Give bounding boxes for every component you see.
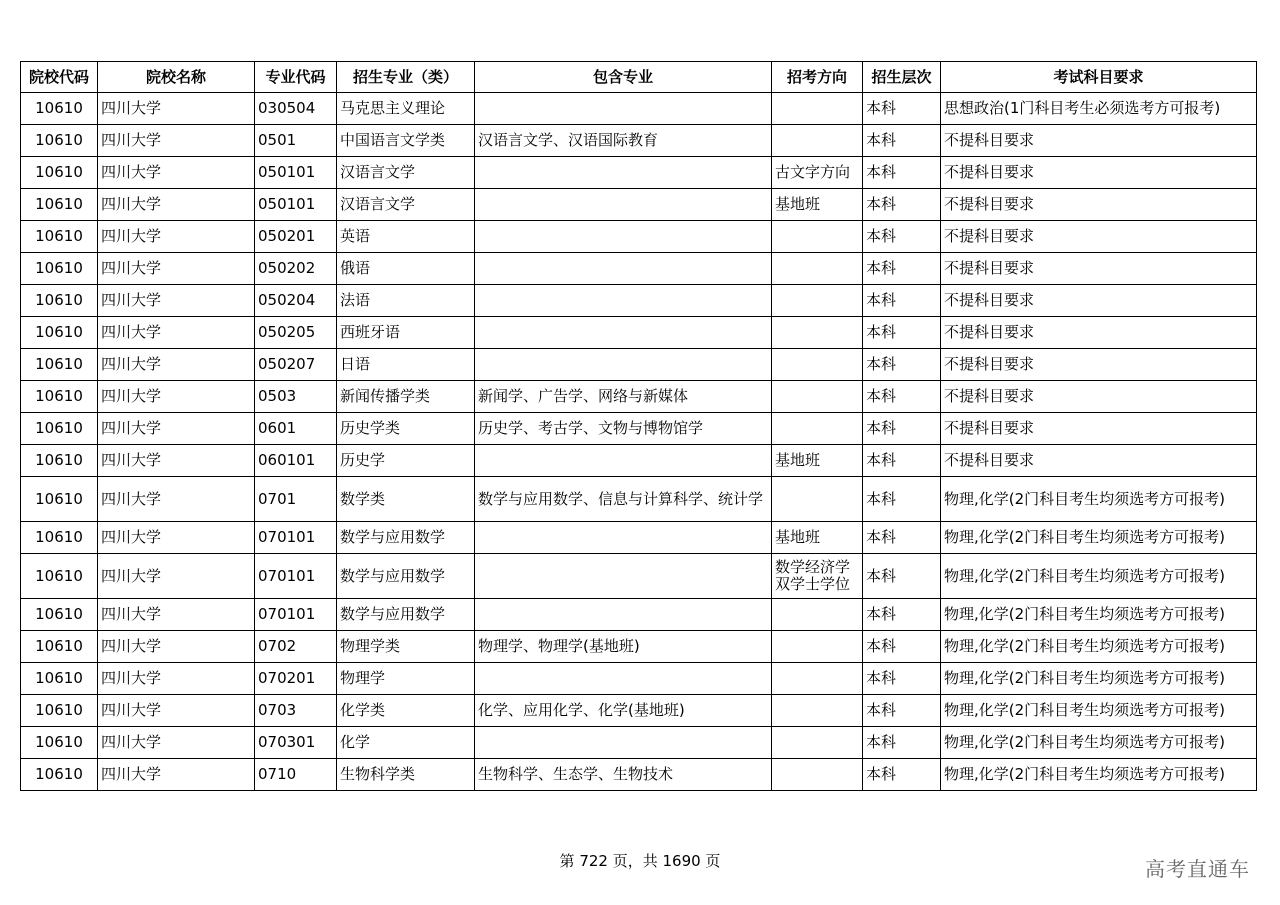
cell-school-name: 四川大学: [98, 477, 255, 522]
table-row: [21, 157, 1257, 189]
cell-direction: [772, 759, 863, 791]
table-row: [21, 663, 1257, 695]
cell-school-name: 四川大学: [98, 221, 255, 253]
cell-major-code: 050205: [255, 317, 337, 349]
cell-major-code: 050202: [255, 253, 337, 285]
cell-school-code: 10610: [21, 477, 98, 522]
cell-major: 化学: [337, 727, 475, 759]
cell-direction: [772, 381, 863, 413]
cell-school-name: 四川大学: [98, 445, 255, 477]
cell-major-code: 070301: [255, 727, 337, 759]
cell-major-code: 0710: [255, 759, 337, 791]
cell-major: 物理学: [337, 663, 475, 695]
cell-direction: [772, 599, 863, 631]
cell-direction: [772, 317, 863, 349]
cell-included-majors: [475, 663, 772, 695]
cell-included-majors: [475, 349, 772, 381]
table-row: [21, 554, 1257, 599]
cell-school-code: 10610: [21, 93, 98, 125]
cell-major: 新闻传播学类: [337, 381, 475, 413]
cell-major: 法语: [337, 285, 475, 317]
cell-major-code: 0503: [255, 381, 337, 413]
cell-school-code: 10610: [21, 253, 98, 285]
cell-subject-requirement: 不提科目要求: [941, 285, 1257, 317]
cell-included-majors: 汉语言文学、汉语国际教育: [475, 125, 772, 157]
cell-school-code: 10610: [21, 727, 98, 759]
cell-level: 本科: [863, 413, 941, 445]
cell-school-code: 10610: [21, 381, 98, 413]
cell-level: 本科: [863, 554, 941, 599]
table-row: [21, 727, 1257, 759]
cell-major: 数学与应用数学: [337, 554, 475, 599]
cell-major: 汉语言文学: [337, 157, 475, 189]
cell-school-name: 四川大学: [98, 522, 255, 554]
cell-school-name: 四川大学: [98, 663, 255, 695]
cell-school-name: 四川大学: [98, 285, 255, 317]
cell-major-code: 070101: [255, 554, 337, 599]
table-row: [21, 631, 1257, 663]
col-major-code: 专业代码: [255, 62, 337, 93]
cell-school-code: 10610: [21, 189, 98, 221]
table-row: [21, 413, 1257, 445]
table-row: [21, 253, 1257, 285]
cell-school-name: 四川大学: [98, 93, 255, 125]
cell-school-name: 四川大学: [98, 695, 255, 727]
cell-direction: [772, 93, 863, 125]
cell-level: 本科: [863, 285, 941, 317]
cell-subject-requirement: 物理,化学(2门科目考生均须选考方可报考): [941, 477, 1257, 522]
cell-major-code: 070101: [255, 599, 337, 631]
cell-major: 汉语言文学: [337, 189, 475, 221]
cell-level: 本科: [863, 93, 941, 125]
cell-direction: [772, 695, 863, 727]
cell-subject-requirement: 不提科目要求: [941, 221, 1257, 253]
cell-direction: 古文字方向: [772, 157, 863, 189]
cell-subject-requirement: 物理,化学(2门科目考生均须选考方可报考): [941, 663, 1257, 695]
cell-included-majors: 生物科学、生态学、生物技术: [475, 759, 772, 791]
cell-direction: [772, 221, 863, 253]
cell-major-code: 050201: [255, 221, 337, 253]
table-row: [21, 759, 1257, 791]
cell-major-code: 060101: [255, 445, 337, 477]
table-row: [21, 189, 1257, 221]
cell-subject-requirement: 不提科目要求: [941, 349, 1257, 381]
cell-school-code: 10610: [21, 317, 98, 349]
cell-school-code: 10610: [21, 759, 98, 791]
cell-major-code: 0501: [255, 125, 337, 157]
cell-included-majors: [475, 157, 772, 189]
cell-subject-requirement: 物理,化学(2门科目考生均须选考方可报考): [941, 599, 1257, 631]
cell-major: 西班牙语: [337, 317, 475, 349]
cell-major: 数学类: [337, 477, 475, 522]
cell-subject-requirement: 不提科目要求: [941, 381, 1257, 413]
cell-subject-requirement: 不提科目要求: [941, 413, 1257, 445]
cell-major: 马克思主义理论: [337, 93, 475, 125]
cell-school-code: 10610: [21, 285, 98, 317]
cell-included-majors: 化学、应用化学、化学(基地班): [475, 695, 772, 727]
cell-school-name: 四川大学: [98, 189, 255, 221]
cell-direction: [772, 631, 863, 663]
col-school-name: 院校名称: [98, 62, 255, 93]
table-row: [21, 93, 1257, 125]
cell-direction: [772, 285, 863, 317]
cell-included-majors: [475, 599, 772, 631]
cell-included-majors: [475, 221, 772, 253]
cell-major: 化学类: [337, 695, 475, 727]
cell-included-majors: 新闻学、广告学、网络与新媒体: [475, 381, 772, 413]
page-number: 第 722 页，共 1690 页: [559, 852, 721, 870]
cell-school-code: 10610: [21, 554, 98, 599]
table-row: [21, 349, 1257, 381]
cell-school-name: 四川大学: [98, 554, 255, 599]
cell-included-majors: [475, 317, 772, 349]
col-included-majors: 包含专业: [475, 62, 772, 93]
cell-level: 本科: [863, 695, 941, 727]
cell-level: 本科: [863, 759, 941, 791]
cell-included-majors: [475, 554, 772, 599]
cell-major: 中国语言文学类: [337, 125, 475, 157]
cell-level: 本科: [863, 349, 941, 381]
cell-direction: 基地班: [772, 522, 863, 554]
cell-included-majors: [475, 93, 772, 125]
cell-level: 本科: [863, 727, 941, 759]
cell-major: 历史学类: [337, 413, 475, 445]
cell-school-code: 10610: [21, 125, 98, 157]
cell-school-code: 10610: [21, 445, 98, 477]
cell-direction: 基地班: [772, 189, 863, 221]
cell-level: 本科: [863, 522, 941, 554]
table-row: [21, 285, 1257, 317]
cell-level: 本科: [863, 663, 941, 695]
cell-school-code: 10610: [21, 157, 98, 189]
cell-subject-requirement: 思想政治(1门科目考生必须选考方可报考): [941, 93, 1257, 125]
table-row: [21, 445, 1257, 477]
cell-direction: [772, 477, 863, 522]
cell-school-code: 10610: [21, 413, 98, 445]
cell-level: 本科: [863, 253, 941, 285]
cell-major: 数学与应用数学: [337, 599, 475, 631]
table-row: [21, 317, 1257, 349]
cell-level: 本科: [863, 157, 941, 189]
cell-major: 数学与应用数学: [337, 522, 475, 554]
cell-school-name: 四川大学: [98, 253, 255, 285]
cell-major-code: 0701: [255, 477, 337, 522]
cell-level: 本科: [863, 599, 941, 631]
cell-major-code: 070201: [255, 663, 337, 695]
cell-included-majors: [475, 253, 772, 285]
cell-subject-requirement: 不提科目要求: [941, 253, 1257, 285]
cell-included-majors: [475, 727, 772, 759]
cell-major: 英语: [337, 221, 475, 253]
cell-subject-requirement: 物理,化学(2门科目考生均须选考方可报考): [941, 554, 1257, 599]
cell-major-code: 0703: [255, 695, 337, 727]
cell-subject-requirement: 物理,化学(2门科目考生均须选考方可报考): [941, 522, 1257, 554]
cell-included-majors: 历史学、考古学、文物与博物馆学: [475, 413, 772, 445]
cell-school-code: 10610: [21, 522, 98, 554]
cell-school-code: 10610: [21, 599, 98, 631]
col-major: 招生专业（类）: [337, 62, 475, 93]
table-row: [21, 477, 1257, 522]
header-row: [21, 62, 1257, 93]
cell-subject-requirement: 物理,化学(2门科目考生均须选考方可报考): [941, 727, 1257, 759]
cell-direction: [772, 413, 863, 445]
cell-direction: [772, 663, 863, 695]
cell-school-name: 四川大学: [98, 599, 255, 631]
cell-major-code: 050101: [255, 189, 337, 221]
cell-included-majors: [475, 445, 772, 477]
cell-school-code: 10610: [21, 221, 98, 253]
cell-subject-requirement: 不提科目要求: [941, 125, 1257, 157]
cell-school-name: 四川大学: [98, 413, 255, 445]
watermark: 高考直通车: [1145, 857, 1250, 881]
cell-level: 本科: [863, 189, 941, 221]
cell-school-name: 四川大学: [98, 157, 255, 189]
cell-level: 本科: [863, 631, 941, 663]
cell-level: 本科: [863, 221, 941, 253]
cell-major: 生物科学类: [337, 759, 475, 791]
cell-school-name: 四川大学: [98, 631, 255, 663]
cell-major-code: 050207: [255, 349, 337, 381]
table-row: [21, 599, 1257, 631]
cell-major-code: 070101: [255, 522, 337, 554]
table-row: [21, 381, 1257, 413]
cell-school-name: 四川大学: [98, 317, 255, 349]
cell-school-name: 四川大学: [98, 727, 255, 759]
cell-level: 本科: [863, 477, 941, 522]
cell-major-code: 050204: [255, 285, 337, 317]
cell-included-majors: [475, 189, 772, 221]
cell-included-majors: [475, 522, 772, 554]
cell-level: 本科: [863, 381, 941, 413]
cell-level: 本科: [863, 317, 941, 349]
cell-direction: [772, 253, 863, 285]
col-direction: 招考方向: [772, 62, 863, 93]
cell-subject-requirement: 不提科目要求: [941, 157, 1257, 189]
cell-school-name: 四川大学: [98, 349, 255, 381]
table-row: [21, 125, 1257, 157]
cell-major: 俄语: [337, 253, 475, 285]
cell-school-code: 10610: [21, 349, 98, 381]
cell-school-name: 四川大学: [98, 381, 255, 413]
cell-direction: [772, 349, 863, 381]
cell-included-majors: 物理学、物理学(基地班): [475, 631, 772, 663]
cell-subject-requirement: 不提科目要求: [941, 189, 1257, 221]
cell-direction: [772, 727, 863, 759]
cell-included-majors: 数学与应用数学、信息与计算科学、统计学: [475, 477, 772, 522]
cell-direction: 基地班: [772, 445, 863, 477]
cell-major-code: 030504: [255, 93, 337, 125]
cell-direction: [772, 125, 863, 157]
cell-subject-requirement: 不提科目要求: [941, 445, 1257, 477]
cell-subject-requirement: 物理,化学(2门科目考生均须选考方可报考): [941, 631, 1257, 663]
col-subject-requirement: 考试科目要求: [941, 62, 1257, 93]
cell-level: 本科: [863, 125, 941, 157]
cell-major: 历史学: [337, 445, 475, 477]
cell-major-code: 0601: [255, 413, 337, 445]
cell-major-code: 0702: [255, 631, 337, 663]
col-school-code: 院校代码: [21, 62, 98, 93]
cell-major: 日语: [337, 349, 475, 381]
cell-level: 本科: [863, 445, 941, 477]
cell-subject-requirement: 物理,化学(2门科目考生均须选考方可报考): [941, 759, 1257, 791]
cell-school-name: 四川大学: [98, 125, 255, 157]
cell-major: 物理学类: [337, 631, 475, 663]
table-row: [21, 695, 1257, 727]
admissions-table: [20, 61, 1257, 791]
cell-included-majors: [475, 285, 772, 317]
cell-subject-requirement: 物理,化学(2门科目考生均须选考方可报考): [941, 695, 1257, 727]
cell-major-code: 050101: [255, 157, 337, 189]
cell-school-name: 四川大学: [98, 759, 255, 791]
cell-subject-requirement: 不提科目要求: [941, 317, 1257, 349]
table-row: [21, 221, 1257, 253]
col-level: 招生层次: [863, 62, 941, 93]
cell-school-code: 10610: [21, 695, 98, 727]
cell-direction: 数学经济学双学士学位: [772, 554, 863, 599]
cell-school-code: 10610: [21, 663, 98, 695]
cell-school-code: 10610: [21, 631, 98, 663]
table-row: [21, 522, 1257, 554]
